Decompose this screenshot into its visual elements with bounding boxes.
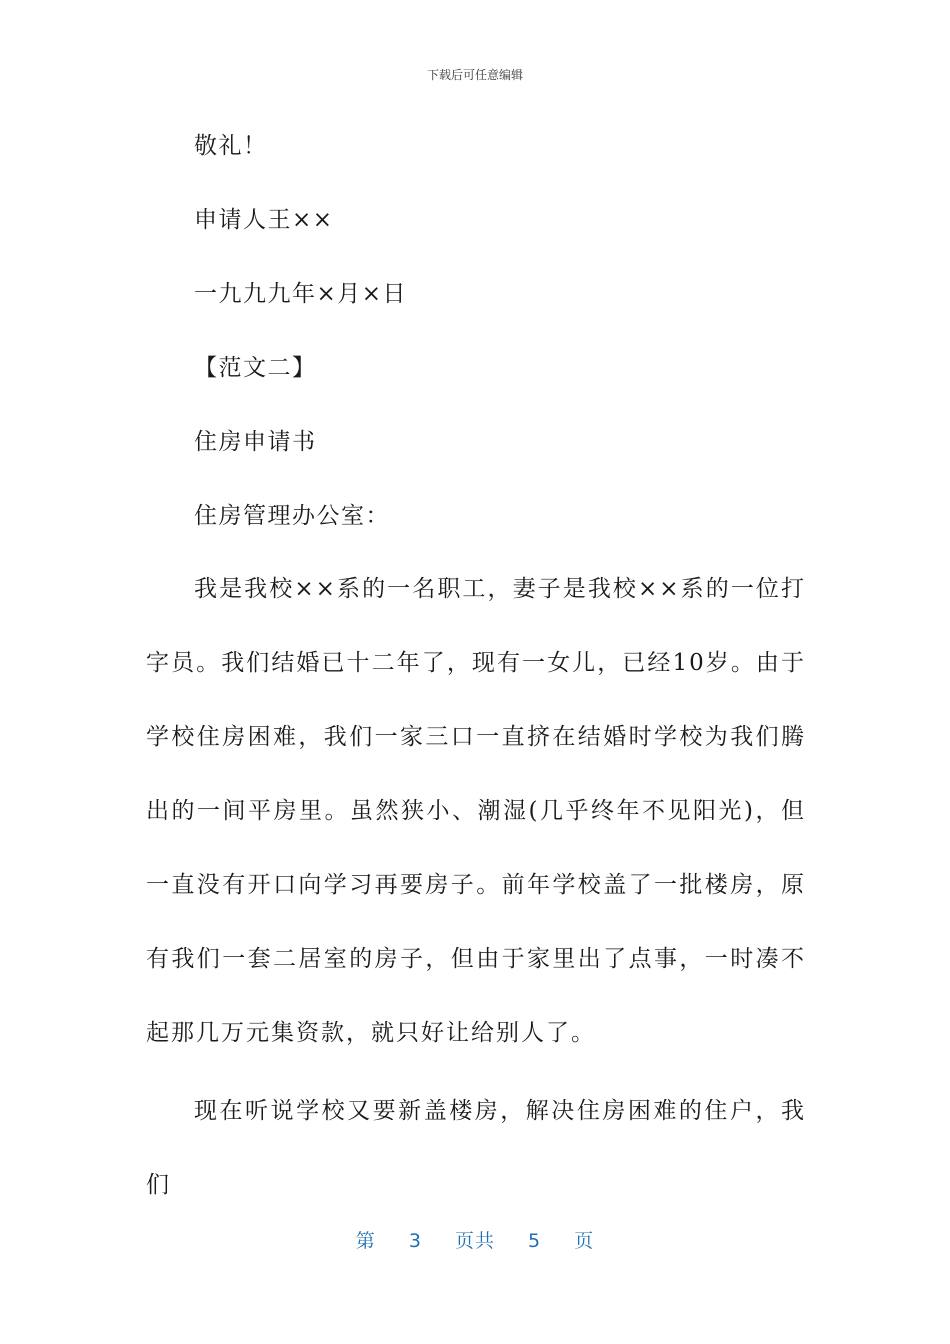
footer-middle: 页共	[454, 1230, 495, 1252]
footer-suffix: 页	[574, 1230, 595, 1252]
page-header-note: 下载后可任意编辑	[426, 68, 523, 82]
body-paragraph: 我是我校××系的一名职工，妻子是我校××系的一位打字员。我们结婚已十二年了，现有一女儿，已经10岁。由于学校住房困难，我们一家三口一直挤在结婚时学校为我们腾出的一间平房里。虽然狭小、潮湿(几乎终年不见阳光)，但一直没有开口向学习再要房子。前年学校盖了一批楼房，原有我们一套二居室的房子，但由于家里出了点事，一时凑不起那几万元集资款，就只好让给别人了。	[146, 576, 806, 1046]
letter-date: 一九九九年×月×日	[194, 281, 408, 307]
document-title: 住房申请书	[194, 429, 317, 455]
applicant-signature: 申请人王××	[194, 207, 334, 233]
footer-prefix: 第	[355, 1230, 376, 1252]
recipient-line: 住房管理办公室：	[194, 503, 390, 529]
document-body	[146, 122, 806, 1222]
page-footer	[0, 1226, 950, 1253]
sample-heading: 【范文二】	[194, 355, 317, 381]
closing-salutation: 敬礼！	[194, 133, 268, 159]
current-page-number: 3	[408, 1230, 422, 1252]
body-paragraph: 现在听说学校又要新盖楼房，解决住房困难的住户，我们	[146, 1098, 806, 1198]
total-page-count: 5	[528, 1230, 542, 1252]
